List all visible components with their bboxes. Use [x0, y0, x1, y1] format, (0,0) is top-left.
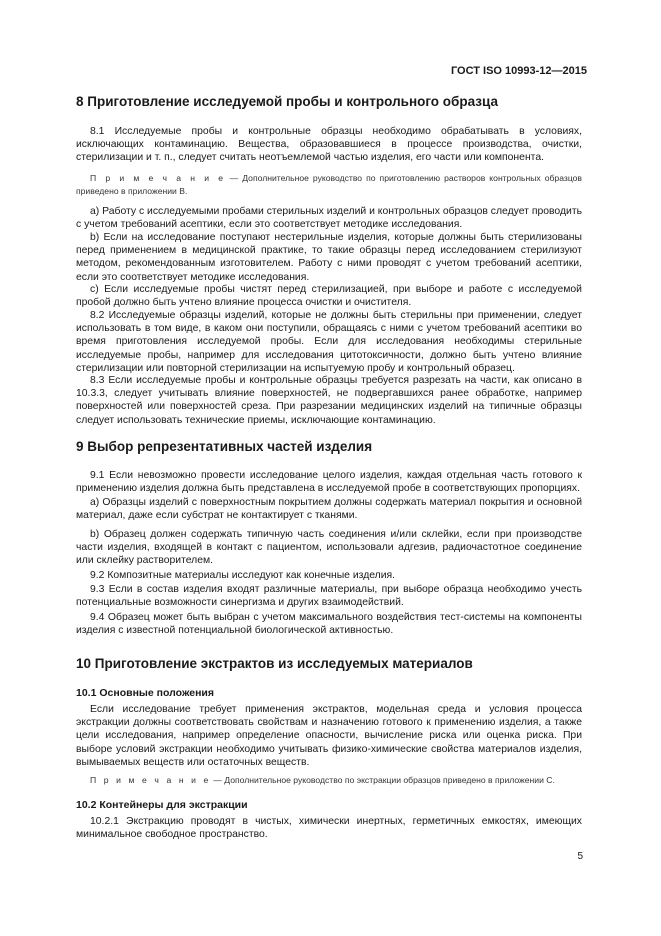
subsection-10-1-heading: 10.1 Основные положения — [76, 687, 215, 699]
note-10 — [76, 774, 582, 787]
note-label: П р и м е ч а н и е — [90, 173, 226, 183]
paragraph-9-a: a) Образцы изделий с поверхностным покрытием должны содержать материал покрытия и основной материал, даже если субстрат не контактирует с тканями. — [76, 497, 582, 522]
paragraph-8-2: 8.2 Исследуемые образцы изделий, которые не должны быть стерильны при применении, следует использовать в том виде, в каком они поступили, обращаясь с ними с учетом требований асептики во время приготовления исследуемой пробы. Если для исследования необходимы стерильные исследуемые пробы, например для исследования цитотоксичности, должно быть учтено влияние стерилизации или повторной стерилизации на испытуемую пробу и контрольный образец. — [76, 310, 582, 374]
standard-header: ГОСТ ISO 10993-12—2015 — [450, 65, 587, 77]
paragraph-8-a: a) Работу с исследуемыми пробами стерильных изделий и контрольных образцов следует проводить с учетом требований асептики, если это соответствует методике исследования. — [76, 206, 582, 231]
subsection-10-2-heading: 10.2 Контейнеры для экстракции — [76, 799, 248, 811]
paragraph-9-1: 9.1 Если невозможно провести исследование целого изделия, каждая отдельная часть готового к применению изделия должна быть представлена в исследуемой пробе в соответствующих пропорциях. — [76, 470, 582, 495]
paragraph-9-3: 9.3 Если в состав изделия входят различные материалы, при выборе образца необходимо учесть потенциальные возможности синергизма и других взаимодействий. — [76, 584, 582, 609]
note-text: — Дополнительное руководство по приготовлению растворов контрольных образцов приведено в приложении В. — [76, 173, 582, 196]
paragraph-9-b: b) Образец должен содержать типичную часть соединения и/или склейки, если при производстве части изделия, входящей в контакт с пациентом, использовали адгезив, радиочастотное соединение или склейку растворителем. — [76, 529, 582, 567]
section-9-heading: 9 Выбор репрезентативных частей изделия — [76, 439, 373, 454]
paragraph-8-1: 8.1 Исследуемые пробы и контрольные образцы необходимо обрабатывать в условиях, исключающих контаминацию. Вещества, образовавшиеся в процессе производства, очистки, стерилизации и т. п., следует считать неотъемлемой частью изделия, его части или компонента. — [76, 126, 582, 164]
section-10-heading: 10 Приготовление экстрактов из исследуемых материалов — [76, 656, 473, 671]
note-8 — [76, 172, 582, 198]
page-number: 5 — [577, 851, 583, 862]
paragraph-8-b: b) Если на исследование поступают нестерильные изделия, которые должны быть стерилизованы перед применением в медицинской практике, то такие образцы перед исследованием стерилизуют методом, рекомендованным изготовителем. Работу с ними проводят с учетом требований асептики, если это соответствует методике исследования. — [76, 232, 582, 283]
paragraph-9-2: 9.2 Композитные материалы исследуют как конечные изделия. — [90, 570, 396, 581]
paragraph-9-4: 9.4 Образец может быть выбран с учетом максимального воздействия тест-системы на компоненты изделия с известной потенциальной биологической активностью. — [76, 612, 582, 637]
note-text: — Дополнительное руководство по экстракции образцов приведено в приложении С. — [210, 775, 555, 785]
paragraph-10-1: Если исследование требует применения экстрактов, модельная среда и условия процесса экстракции должны соответствовать свойствам и назначению готового к применению изделия, а также цели исследования, например определение опасности, вычисление риска или оценка риска. При выборе условий экстракции необходимо учитывать физико-химические свойства материалов изделия, вымываемых веществ или остаточных веществ. — [76, 704, 582, 768]
section-8-heading: 8 Приготовление исследуемой пробы и контрольного образца — [76, 94, 498, 109]
note-label: П р и м е ч а н и е — [90, 775, 211, 785]
paragraph-8-c: c) Если исследуемые пробы чистят перед стерилизацией, при выборе и работе с исследуемой пробой должно быть учтено влияние процесса очистки и очистителя. — [76, 284, 582, 309]
paragraph-8-3: 8.3 Если исследуемые пробы и контрольные образцы требуется разрезать на части, как описано в 10.3.3, следует учитывать влияние поверхностей, не подвергавшихся ранее обработке, например поверхностей или поверхностей среза. При разрезании медицинских изделий на типичные образцы следует использовать технические приемы, исключающие контаминацию. — [76, 375, 582, 426]
paragraph-10-2-1: 10.2.1 Экстракцию проводят в чистых, химически инертных, герметичных емкостях, имеющих минимальное свободное пространство. — [76, 816, 582, 841]
